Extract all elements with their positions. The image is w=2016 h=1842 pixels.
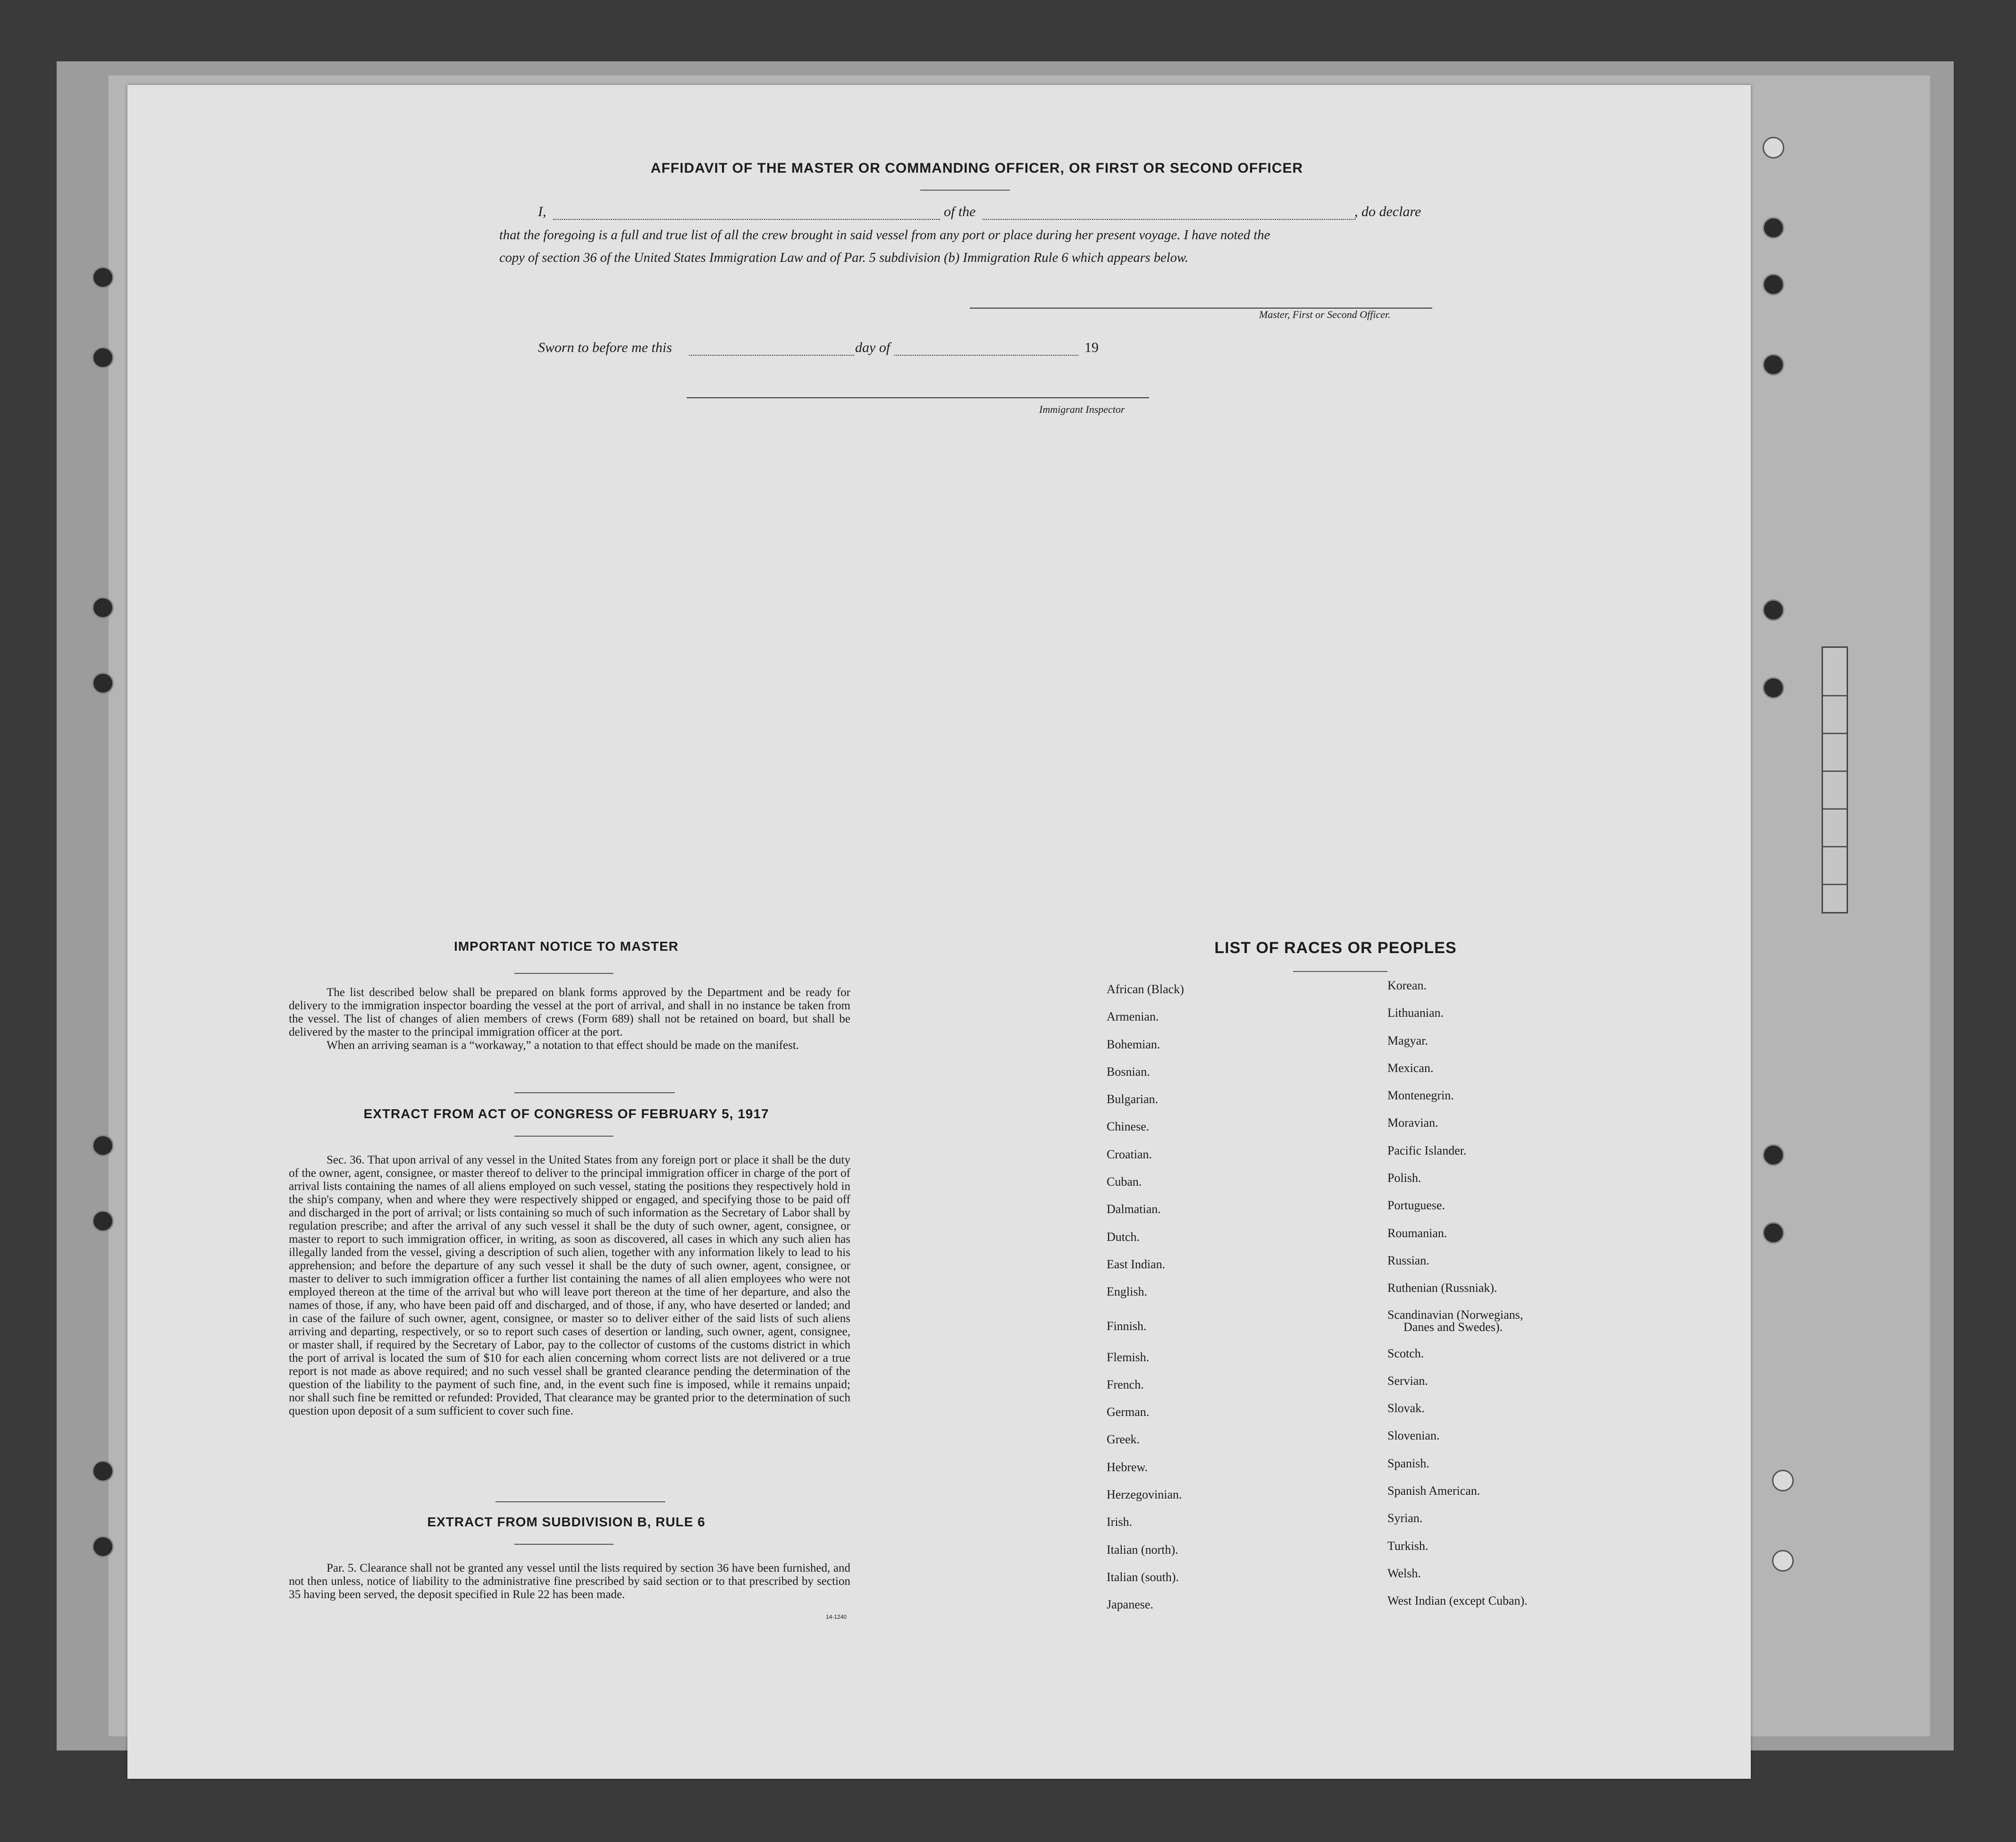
notice-heading: IMPORTANT NOTICE TO MASTER [454, 939, 679, 954]
race-item: Italian (south). [1107, 1570, 1179, 1584]
race-item: Moravian. [1387, 1116, 1438, 1130]
punch-hole-icon [92, 1460, 114, 1482]
race-item: Korean. [1387, 979, 1427, 992]
sworn-prefix: Sworn to before me this [538, 340, 672, 355]
affidavit-of-the: of the [944, 204, 976, 219]
race-item: African (Black) [1107, 982, 1184, 996]
race-item: Hebrew. [1107, 1460, 1148, 1474]
punch-hole-icon [1772, 1470, 1794, 1491]
sworn-month-fill-line[interactable] [894, 355, 1078, 356]
title-rule [920, 190, 1010, 191]
punch-hole-icon [1763, 217, 1784, 239]
punch-hole-icon [1763, 137, 1784, 159]
race-item-scandinavian-continued: Danes and Swedes). [1403, 1320, 1503, 1334]
race-item: Bulgarian. [1107, 1092, 1159, 1106]
races-right-column [1387, 979, 1528, 1622]
punch-hole-icon [92, 347, 114, 368]
rule-text [289, 1562, 850, 1601]
race-item: Irish. [1107, 1515, 1133, 1529]
sworn-year: 19 [1084, 340, 1099, 355]
punch-hole-icon [92, 1536, 114, 1557]
form-number: 14-1240 [826, 1614, 847, 1620]
race-item: Ruthenian (Russniak). [1387, 1281, 1497, 1295]
rule-heading: EXTRACT FROM SUBDIVISION B, RULE 6 [427, 1515, 706, 1529]
inspector-caption: Immigrant Inspector [1039, 403, 1125, 415]
races-heading: LIST OF RACES OR PEOPLES [1214, 939, 1457, 957]
race-item-scandinavian: Scandinavian (Norwegians, [1387, 1307, 1523, 1322]
race-item: Scotch. [1387, 1346, 1424, 1360]
race-item: Welsh. [1387, 1566, 1421, 1580]
race-item: French. [1107, 1377, 1144, 1391]
act-heading: EXTRACT FROM ACT OF CONGRESS OF FEBRUARY 5, 1917 [363, 1106, 769, 1121]
race-item: East Indian. [1107, 1257, 1166, 1271]
rule-rule [514, 1544, 613, 1545]
race-item: Montenegrin. [1387, 1088, 1454, 1103]
race-item: Chinese. [1107, 1120, 1150, 1134]
races-left-column [1107, 982, 1184, 1625]
race-item: Dutch. [1107, 1230, 1140, 1244]
race-item: Turkish. [1387, 1539, 1428, 1553]
act-rule-top [514, 1092, 675, 1093]
punch-hole-icon [1763, 1222, 1784, 1244]
race-item: Greek. [1107, 1432, 1140, 1447]
race-item: Spanish American. [1387, 1484, 1480, 1498]
race-item: Croatian. [1107, 1147, 1152, 1161]
master-caption: Master, First or Second Officer. [1259, 309, 1391, 320]
punch-hole-icon [1763, 354, 1784, 376]
punch-hole-icon [92, 1210, 114, 1232]
race-item: Spanish. [1387, 1456, 1429, 1470]
punch-hole-icon [1763, 677, 1784, 699]
race-item: Magyar. [1387, 1033, 1428, 1047]
race-item: Bohemian. [1107, 1037, 1160, 1051]
affidavit-line-3: copy of section 36 of the United States Immigration Law and of Par. 5 subdivision (b) Immigration Rule 6 which appears below. [499, 251, 1188, 265]
race-item: Armenian. [1107, 1010, 1159, 1024]
sworn-day-of: day of [855, 340, 890, 355]
race-item: Italian (north). [1107, 1542, 1178, 1557]
race-item: Polish. [1387, 1171, 1421, 1185]
race-item: English. [1107, 1285, 1147, 1299]
side-tab [1822, 646, 1848, 913]
punch-hole-icon [1772, 1550, 1794, 1572]
race-item: Roumanian. [1387, 1226, 1447, 1240]
race-item: Lithuanian. [1387, 1006, 1444, 1020]
race-item: Slovak. [1387, 1401, 1425, 1415]
race-item: Herzegovinian. [1107, 1488, 1182, 1502]
act-section-36: Sec. 36. That upon arrival of any vessel in the United States from any foreign port or place it shall be the duty of the owner, agent, consignee, or master thereof to deliver to the principal immigration officer in charge of the port of arrival lists containing the names of all aliens employed on such vessel, stating the positions they respectively hold in the ship's company, when and where they were respectively shipped or engaged, and specifying those to be paid off and discharged in the port of arrival; or lists containing so much of such information as the Secretary of Labor shall by regulation prescribe; and after the arrival of any such vessel it shall be the duty of such owner, agent, consignee, or master to report to such immigration officer, in writing, as soon as discovered, all cases in which any such alien has illegally landed from the vessel, giving a description of such alien, together with any information likely to lead to his apprehension; and before the departure of any such vessel it shall be the duty of such owner, agent, consignee, or master to deliver to such immigration officer a further list containing the names of all alien employees who were not employed thereon at the time of the arrival but who will leave port thereon at the time of her departure, and also the names of those, if any, who have been paid off and discharged, and of those, if any, who have deserted or landed; and in case of the failure of such owner, agent, consignee, or master so to deliver either of the said lists of such aliens arriving and departing, respectively, or so to report such cases of desertion or landing, such owner, agent, consignee, or master shall, if required by the Secretary of Labor, pay to the collector of customs of the customs district in which the port of arrival is located the sum of $10 for each alien concerning whom correct lists are not delivered or a true report is not made as above required; and no such vessel shall be granted clearance pending the determination of the question of the liability to the payment of such fine, and, in the event such fine is imposed, while it remains unpaid; nor shall such fine be remitted or refunded: Provided, That clearance may be granted prior to the determination of such question upon deposit of a sum sufficient to cover such fine. [289, 1154, 850, 1417]
notice-paragraph-2: When an arriving seaman is a “workaway,” a notation to that effect should be made on the manifest. [327, 1039, 799, 1052]
rule-rule-top [496, 1501, 665, 1502]
races-rule [1293, 971, 1387, 972]
name-fill-line[interactable] [553, 219, 940, 220]
punch-hole-icon [92, 267, 114, 288]
punch-hole-icon [1763, 274, 1784, 295]
vessel-fill-line[interactable] [983, 219, 1355, 220]
race-item: Flemish. [1107, 1350, 1150, 1364]
rule-paragraph-5: Par. 5. Clearance shall not be granted any vessel until the lists required by section 36 have been furnished, and not then unless, notice of liability to the administrative fine prescribed by said section or to that prescribed by section 35 having been served, the deposit specified in Rule 22 has been made. [289, 1562, 850, 1601]
affidavit-title: AFFIDAVIT OF THE MASTER OR COMMANDING OFFICER, OR FIRST OR SECOND OFFICER [650, 160, 1303, 176]
race-item: Bosnian. [1107, 1064, 1150, 1079]
punch-hole-icon [1763, 599, 1784, 621]
act-text [289, 1154, 850, 1418]
race-item: Japanese. [1107, 1598, 1153, 1612]
race-item: Cuban. [1107, 1175, 1142, 1189]
sworn-date-fill-line[interactable] [689, 355, 854, 356]
race-item: Slovenian. [1387, 1429, 1440, 1443]
inspector-signature-line[interactable] [687, 397, 1149, 398]
race-item: Russian. [1387, 1253, 1429, 1267]
punch-hole-icon [92, 1135, 114, 1156]
punch-hole-icon [92, 672, 114, 694]
notice-text [289, 986, 850, 1052]
race-item: Pacific Islander. [1387, 1143, 1467, 1157]
race-item: Syrian. [1387, 1511, 1423, 1525]
punch-hole-icon [1763, 1144, 1784, 1166]
affidavit-line-2: that the foregoing is a full and true list of all the crew brought in said vessel from any port or place during her present voyage. I have noted the [499, 228, 1270, 243]
affidavit-i: I, [538, 204, 546, 219]
race-item: Finnish. [1107, 1319, 1147, 1333]
notice-paragraph-1: The list described below shall be prepared on blank forms approved by the Department and be ready for delivery to the immigration inspector boarding the vessel at the port of arrival, and shall in no instance be taken from the vessel. The list of changes of alien members of crews (Form 689) shall not be retained on board, but shall be delivered by the master to the principal immigration officer at the port. [289, 986, 850, 1038]
race-item: Mexican. [1387, 1061, 1434, 1075]
notice-rule [514, 973, 613, 974]
act-rule [514, 1136, 613, 1137]
punch-hole-icon [92, 597, 114, 619]
race-item: Portuguese. [1387, 1198, 1445, 1213]
race-item: Dalmatian. [1107, 1202, 1161, 1216]
race-item [1387, 1309, 1528, 1347]
race-item: German. [1107, 1405, 1150, 1419]
race-item: West Indian (except Cuban). [1387, 1594, 1528, 1608]
affidavit-declare: , do declare [1354, 204, 1421, 219]
race-item: Servian. [1387, 1373, 1428, 1388]
